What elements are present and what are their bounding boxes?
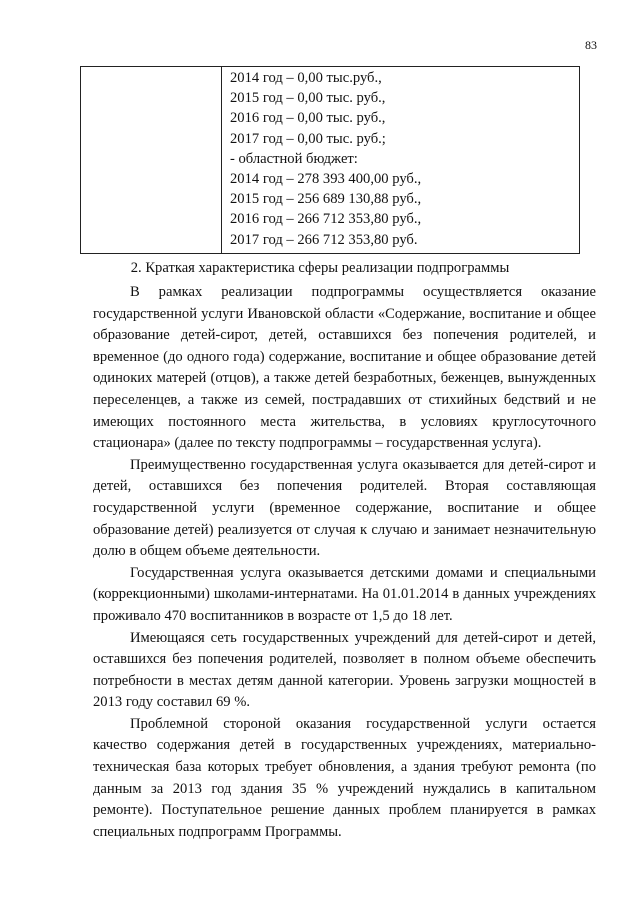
funding-line: 2015 год – 0,00 тыс. руб., [230,90,386,107]
page-number: 83 [585,38,597,52]
section-title: 2. Краткая характеристика сферы реализации подпрограммы [130,260,510,276]
funding-table-label-cell [81,67,222,254]
funding-line: 2017 год – 266 712 353,80 руб. [230,231,418,248]
funding-line: 2016 год – 0,00 тыс. руб., [230,110,386,127]
funding-table-row [81,67,580,254]
funding-table [80,66,580,254]
funding-line: 2016 год – 266 712 353,80 руб., [230,211,422,228]
funding-table-value-cell [222,67,580,254]
paragraph: Государственная услуга оказывается детскими домами и специальными (коррекционными) школами-интернатами. На 01.01.2014 в данных учреждениях проживало 470 воспитанников в возрасте от 1,5 до 18 лет. [93,564,596,624]
funding-line: 2014 год – 278 393 400,00 руб., [230,171,422,188]
body-text [93,282,596,843]
funding-line: 2017 год – 0,00 тыс. руб.; [230,130,386,147]
funding-line: 2014 год – 0,00 тыс.руб., [230,70,382,86]
paragraph: Имеющаяся сеть государственных учреждений для детей-сирот и детей, оставшихся без попечения родителей, позволяет в полном объеме обеспечить потребности в местах детям данной категории. Уровень загрузки мощностей в 2013 году составил 69 %. [93,629,596,711]
funding-line: 2015 год – 256 689 130,88 руб., [230,191,422,208]
funding-line: - областной бюджет: [230,150,358,167]
paragraph: Проблемной стороной оказания государственной услуги остается качество содержания детей в государственных учреждениях, материально-техническая база которых требует обновления, а здания требуют ремонта (по данным за 2013 год здания 35 % учреждений нуждались в капитальном ремонте). Поступательное решение данных проблем планируется в рамках специальных подпрограмм Программы. [93,715,596,840]
paragraph: В рамках реализации подпрограммы осуществляется оказание государственной услуги Ивановской области «Содержание, воспитание и общее образование детей-сирот, детей, оставшихся без попечения родителей, и временное (до одного года) содержание, воспитание и общее образование детей одиноких матерей (отцов), а также детей безработных, беженцев, вынужденных переселенцев, а также из семей, пострадавших от стихийных бедствий и не имеющих постоянного места жительства, в условиях круглосуточного стационара» (далее по тексту подпрограммы – государственная услуга). [93,284,596,452]
paragraph: Преимущественно государственная услуга оказывается для детей-сирот и детей, оставшихся без попечения родителей. Вторая составляющая государственной услуги (временное содержание, воспитание и общее образование детей) реализуется от случая к случаю и занимает незначительную долю в общем объеме деятельности. [93,456,596,560]
